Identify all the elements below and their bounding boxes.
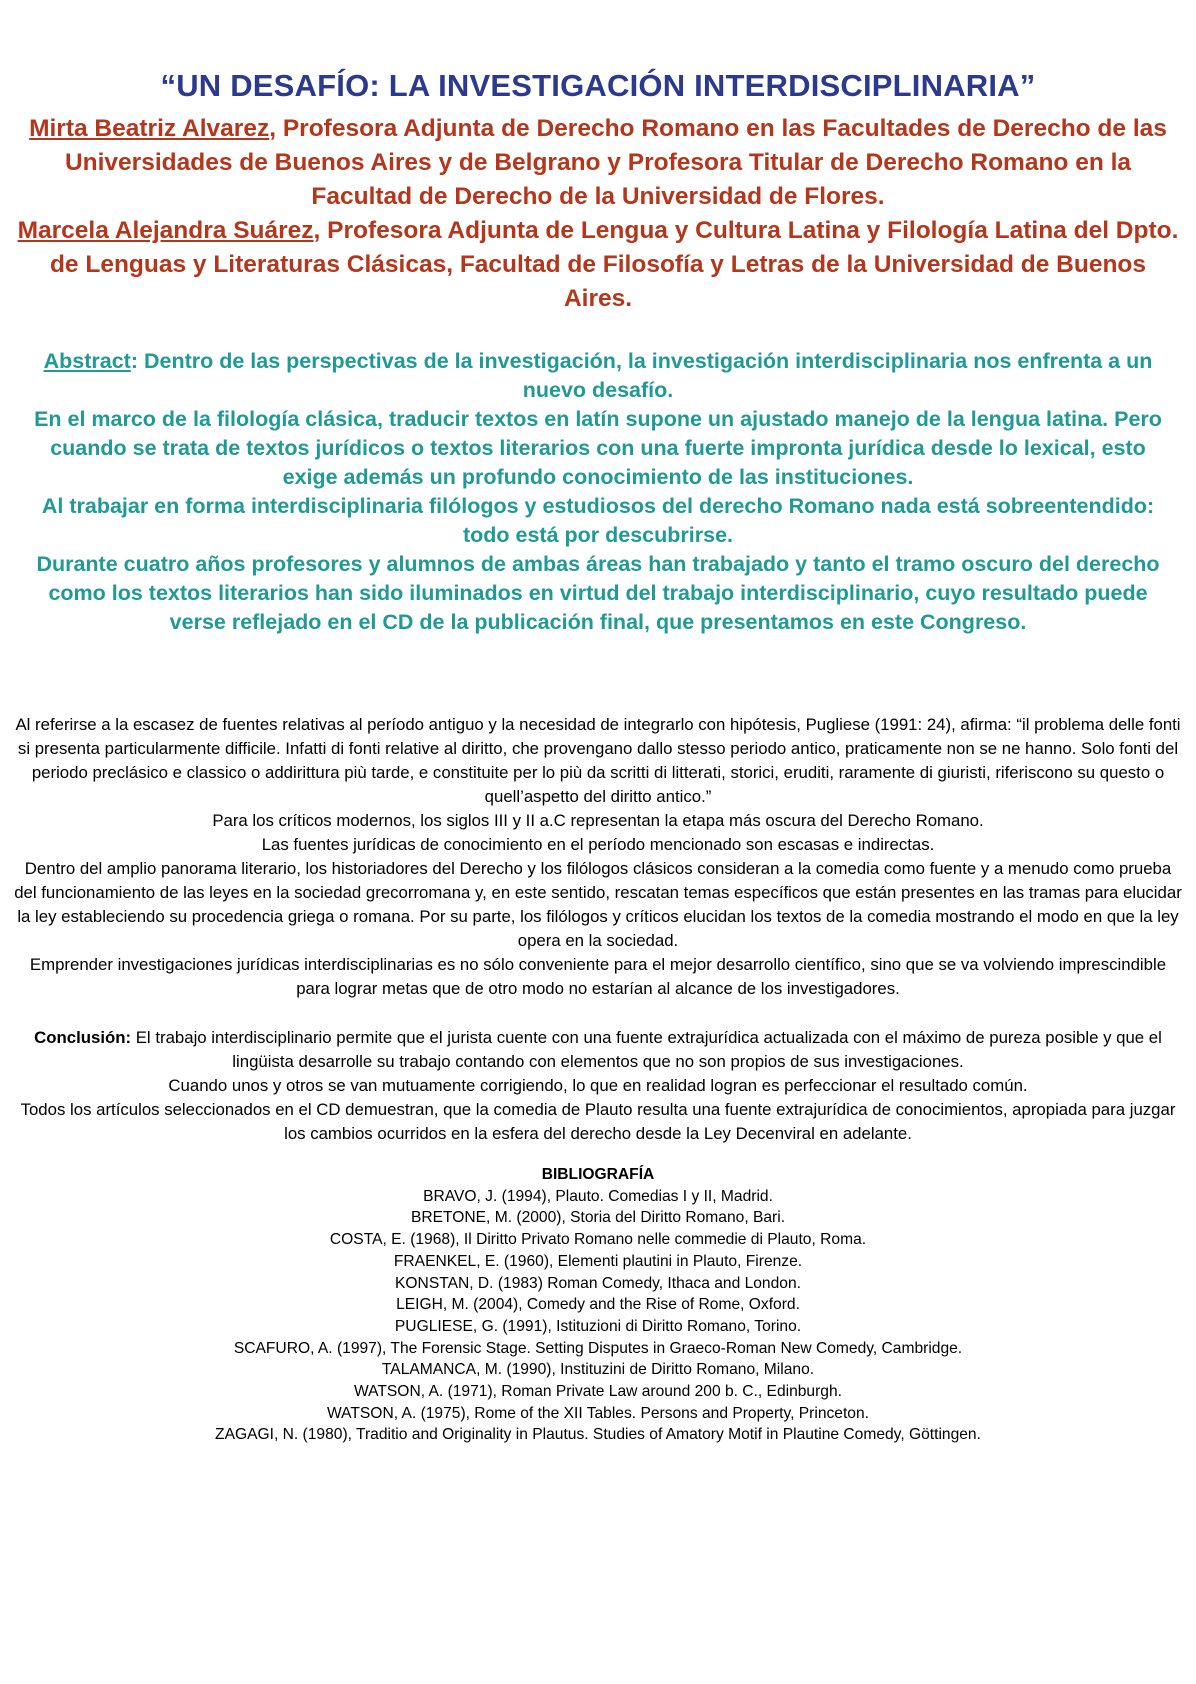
bibliography-entry: PUGLIESE, G. (1991), Istituzioni di Diritto Romano, Torino.	[394, 1317, 802, 1335]
conclusion-paragraph: Todos los artículos seleccionados en el CD demuestran, que la comedia de Plauto resulta una fuente extrajurídica de conocimientos, apropiada para juzgar los cambios ocurridos en la esfera del derecho desde la Ley Decenviral en adelante.	[20, 1100, 1176, 1143]
document-title: “UN DESAFÍO: LA INVESTIGACIÓN INTERDISCIPLINARIA”	[160, 68, 1036, 103]
conclusion-text: El trabajo interdisciplinario permite que el jurista cuente con una fuente extrajurídica actualizada con el máximo de pureza posible y que el lingüista desarrolle su trabajo contando con elementos que no son propios de sus investigaciones.	[131, 1028, 1162, 1071]
bibliography-entry: WATSON, A. (1975), Rome of the XII Tables. Persons and Property, Princeton.	[327, 1404, 869, 1422]
bibliography-entry: LEIGH, M. (2004), Comedy and the Rise of Rome, Oxford.	[396, 1296, 800, 1314]
bibliography-entry: COSTA, E. (1968), Il Diritto Privato Romano nelle commedie di Plauto, Roma.	[329, 1231, 867, 1249]
bibliography-title: BIBLIOGRAFÍA	[541, 1166, 655, 1183]
abstract-intro	[30, 347, 1166, 405]
author-1-name: Mirta Beatriz Alvarez	[29, 115, 270, 142]
bibliography-entry: BRAVO, J. (1994), Plauto. Comedias I y II, Madrid.	[423, 1187, 773, 1205]
body-paragraph: Para los críticos modernos, los siglos III y II a.C representan la etapa más oscura del Derecho Romano.	[212, 811, 984, 830]
author-2-name: Marcela Alejandra Suárez	[17, 217, 314, 244]
bibliography-entry: KONSTAN, D. (1983) Roman Comedy, Ithaca and London.	[395, 1274, 801, 1292]
body-paragraph: Al referirse a la escasez de fuentes relativas al período antiguo y la necesidad de integrarlo con hipótesis, Pugliese (1991: 24), afirma: “il problema delle fonti si presenta particularmente difficile. Infatti di fonti relative al diritto, che provengano dallo stesso periodo antico, praticamente non se ne hanno. Solo fonti del periodo preclásico e classico o addirittura più tarde, e constituite per lo più da scritti di litterati, storici, eruditi, raramente di giuristi, riferiscono su questo o quell’aspetto del diritto antico.”	[15, 715, 1181, 806]
conclusion-label: Conclusión:	[34, 1028, 132, 1047]
abstract-paragraph: En el marco de la filología clásica, traducir textos en latín supone un ajustado manejo de la lengua latina. Pero cuando se trata de textos jurídicos o textos literarios con una fuerte impronta jurídica desde lo lexical, esto exige además un profundo conocimiento de las instituciones.	[34, 407, 1162, 489]
author-2-affiliation: , Profesora Adjunta de Lengua y Cultura Latina y Filología Latina del Dpto. de Lenguas y Literaturas Clásicas, Facultad de Filosofía y Letras de la Universidad de Buenos Aires.	[49, 217, 1179, 312]
abstract-intro-text: : Dentro de las perspectivas de la investigación, la investigación interdisciplinaria nos enfrenta a un nuevo desafío.	[130, 349, 1153, 402]
conclusion-intro	[12, 1026, 1184, 1074]
body-paragraph: Las fuentes jurídicas de conocimiento en el período mencionado son escasas e indirectas.	[261, 835, 935, 854]
bibliography-entry: TALAMANCA, M. (1990), Instituzini de Diritto Romano, Milano.	[381, 1361, 815, 1379]
author-1-affiliation: , Profesora Adjunta de Derecho Romano en las Facultades de Derecho de las Universidades de Buenos Aires y de Belgrano y Profesora Titular de Derecho Romano en la Facultad de Derecho de la Universidad de Flores.	[64, 115, 1167, 210]
conclusion-paragraph: Cuando unos y otros se van mutuamente corrigiendo, lo que en realidad logran es perfeccionar el resultado común.	[168, 1076, 1028, 1095]
abstract-paragraph: Al trabajar en forma interdisciplinaria filólogos y estudiosos del derecho Romano nada está sobreentendido: todo está por descubrirse.	[41, 494, 1155, 547]
abstract-block	[30, 347, 1166, 637]
bibliography-entry: FRAENKEL, E. (1960), Elementi plautini in Plauto, Firenze.	[393, 1252, 803, 1270]
abstract-paragraph: Durante cuatro años profesores y alumnos de ambas áreas han trabajado y tanto el tramo oscuro del derecho como los textos literarios han sido iluminados en virtud del trabajo interdisciplinario, cuyo resultado puede verse reflejado en el CD de la publicación final, que presentamos en este Congreso.	[36, 552, 1160, 634]
conclusion-block	[12, 1026, 1184, 1146]
body-text	[12, 713, 1184, 1001]
bibliography-entry: BRETONE, M. (2000), Storia del Diritto Romano, Bari.	[410, 1209, 786, 1227]
author-2	[16, 214, 1180, 316]
bibliography-entry: ZAGAGI, N. (1980), Traditio and Originality in Plautus. Studies of Amatory Motif in Plautine Comedy, Göttingen.	[215, 1426, 981, 1444]
bibliography-list	[0, 1186, 1196, 1446]
author-1	[16, 112, 1180, 214]
bibliography	[0, 1164, 1196, 1446]
abstract-label: Abstract	[43, 349, 131, 373]
body-paragraph: Dentro del amplio panorama literario, los historiadores del Derecho y los filólogos clásicos consideran a la comedia como fuente y a menudo como prueba del funcionamiento de las leyes en la sociedad grecorromana y, en este sentido, rescatan temas específicos que están presentes en las tramas para elucidar la ley estableciendo su procedencia griega o romana. Por su parte, los filólogos y críticos elucidan los textos de la comedia mostrando el modo en que la ley opera en la sociedad.	[14, 859, 1182, 950]
bibliography-entry: WATSON, A. (1971), Roman Private Law around 200 b. C., Edinburgh.	[354, 1383, 842, 1401]
authors-block	[16, 112, 1180, 316]
body-paragraph: Emprender investigaciones jurídicas interdisciplinarias es no sólo conveniente para el mejor desarrollo científico, sino que se va volviendo imprescindible para lograr metas que de otro modo no estarían al alcance de los investigadores.	[29, 955, 1167, 998]
bibliography-entry: SCAFURO, A. (1997), The Forensic Stage. Setting Disputes in Graeco-Roman New Comedy, Cambridge.	[233, 1339, 963, 1357]
